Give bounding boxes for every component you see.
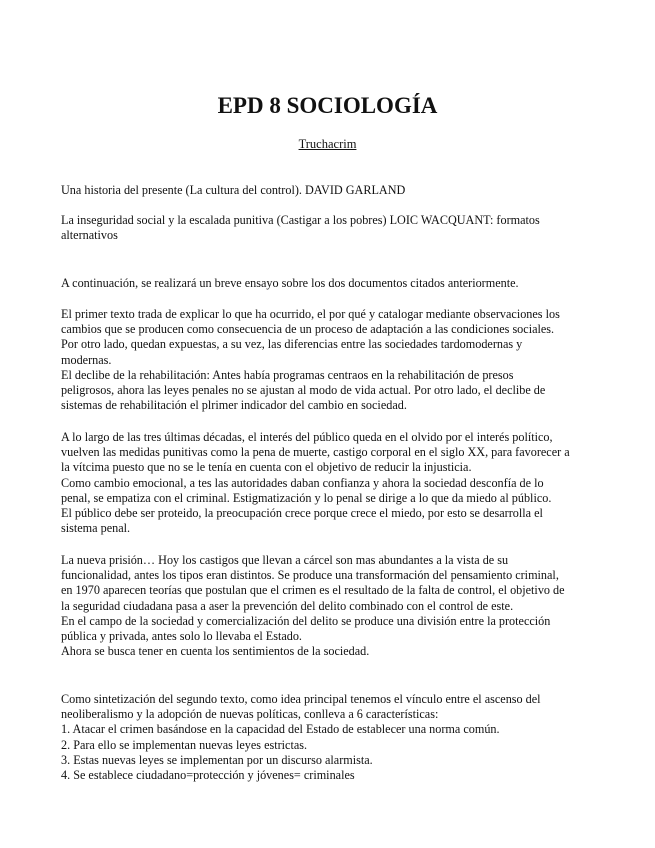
text-line: Ahora se busca tener en cuenta los sentimientos de la sociedad.: [61, 644, 370, 659]
list-item: 3. Estas nuevas leyes se implementan por un discurso alarmista.: [61, 752, 373, 767]
page-title: EPD 8 SOCIOLOGÍA: [217, 93, 438, 118]
text-line: la vítcima puesto que no se le tenía en cuenta con el objetivo de reducir la injusticia.: [61, 460, 472, 475]
text-line: El público debe ser proteido, la preocupación crece porque crece el miedo, por esto se desarrolla el: [61, 506, 543, 521]
paragraph-first-text: [61, 307, 601, 413]
text-line: neoliberalismo y la adopción de nuevas políticas, conlleva a 6 características:: [61, 707, 439, 722]
paragraph-intro: [61, 276, 601, 291]
text-line: Como sintetización del segundo texto, como idea principal tenemos el vínculo entre el ascenso del: [61, 692, 541, 706]
text-line: peligrosos, ahora las leyes penales no se ajustan al modo de vida actual. Por otro lado, el declibe de: [61, 383, 546, 398]
text-line: modernas.: [61, 352, 112, 367]
text-line: La inseguridad social y la escalada punitiva (Castigar a los pobres) LOIC WACQUANT: formatos: [61, 213, 540, 227]
paragraph-last-decades: [61, 430, 601, 536]
reference-wacquant: [61, 213, 601, 243]
text-line: Como cambio emocional, a tes las autoridades daban confianza y ahora la sociedad desconfía de lo: [61, 475, 544, 490]
list-item: 1. Atacar el crimen basándose en la capacidad del Estado de establecer una norma común.: [61, 722, 500, 737]
paragraph-new-prison: [61, 553, 601, 659]
text-line: La nueva prisión… Hoy los castigos que llevan a cárcel son mas abundantes a la vista de su: [61, 553, 509, 567]
text-line: la seguridad ciudadana pasa a aser la prevención del delito combinado con el control de este.: [61, 598, 514, 613]
text-line: A lo largo de las tres últimas décadas, el interés del público queda en el olvido por el interés político,: [61, 430, 553, 444]
list-item: 2. Para ello se implementan nuevas leyes estrictas.: [61, 737, 308, 752]
text-line: en 1970 aparecen teorías que postulan que el crimen es el resultado de la falta de control, el objetivo de: [61, 583, 565, 598]
text-line: A continuación, se realizará un breve ensayo sobre los dos documentos citados anteriormente.: [61, 276, 519, 290]
text-line: En el campo de la sociedad y comercialización del delito se produce una división entre la protección: [61, 613, 551, 628]
list-item: 4. Se establece ciudadano=protección y jóvenes= criminales: [61, 768, 355, 783]
text-line: Por otro lado, quedan expuestas, a su vez, las diferencias entre las sociedades tardomodernas y: [61, 337, 523, 352]
text-line: Una historia del presente (La cultura del control). DAVID GARLAND: [61, 183, 406, 197]
text-line: funcionalidad, antes los tipos eran distintos. Se produce una transformación del pensamiento criminal,: [61, 568, 559, 583]
text-line: sistema penal.: [61, 521, 131, 536]
text-line: pública y privada, antes solo lo llevaba el Estado.: [61, 629, 302, 644]
paragraph-second-text: [61, 692, 601, 783]
text-line: cambios que se producen como consecuencia de un proceso de adaptación a las condiciones sociales.: [61, 322, 555, 337]
text-line: alternativos: [61, 228, 118, 243]
author-name: Truchacrim: [298, 137, 357, 151]
reference-garland: [61, 183, 601, 198]
text-line: sistemas de rehabilitación el plrimer indicador del cambio en sociedad.: [61, 398, 407, 413]
text-line: El primer texto trada de explicar lo que ha ocurrido, el por qué y catalogar mediante observaciones los: [61, 307, 560, 321]
text-line: El declibe de la rehabilitación: Antes había programas centraos en la rehabilitación de presos: [61, 367, 514, 382]
text-line: vuelven las medidas punitivas como la pena de muerte, castigo corporal en el siglo XX, para favorecer a: [61, 445, 570, 460]
text-line: penal, se empatiza con el criminal. Estigmatización y lo penal se dirige a lo que da miedo al público.: [61, 490, 552, 505]
